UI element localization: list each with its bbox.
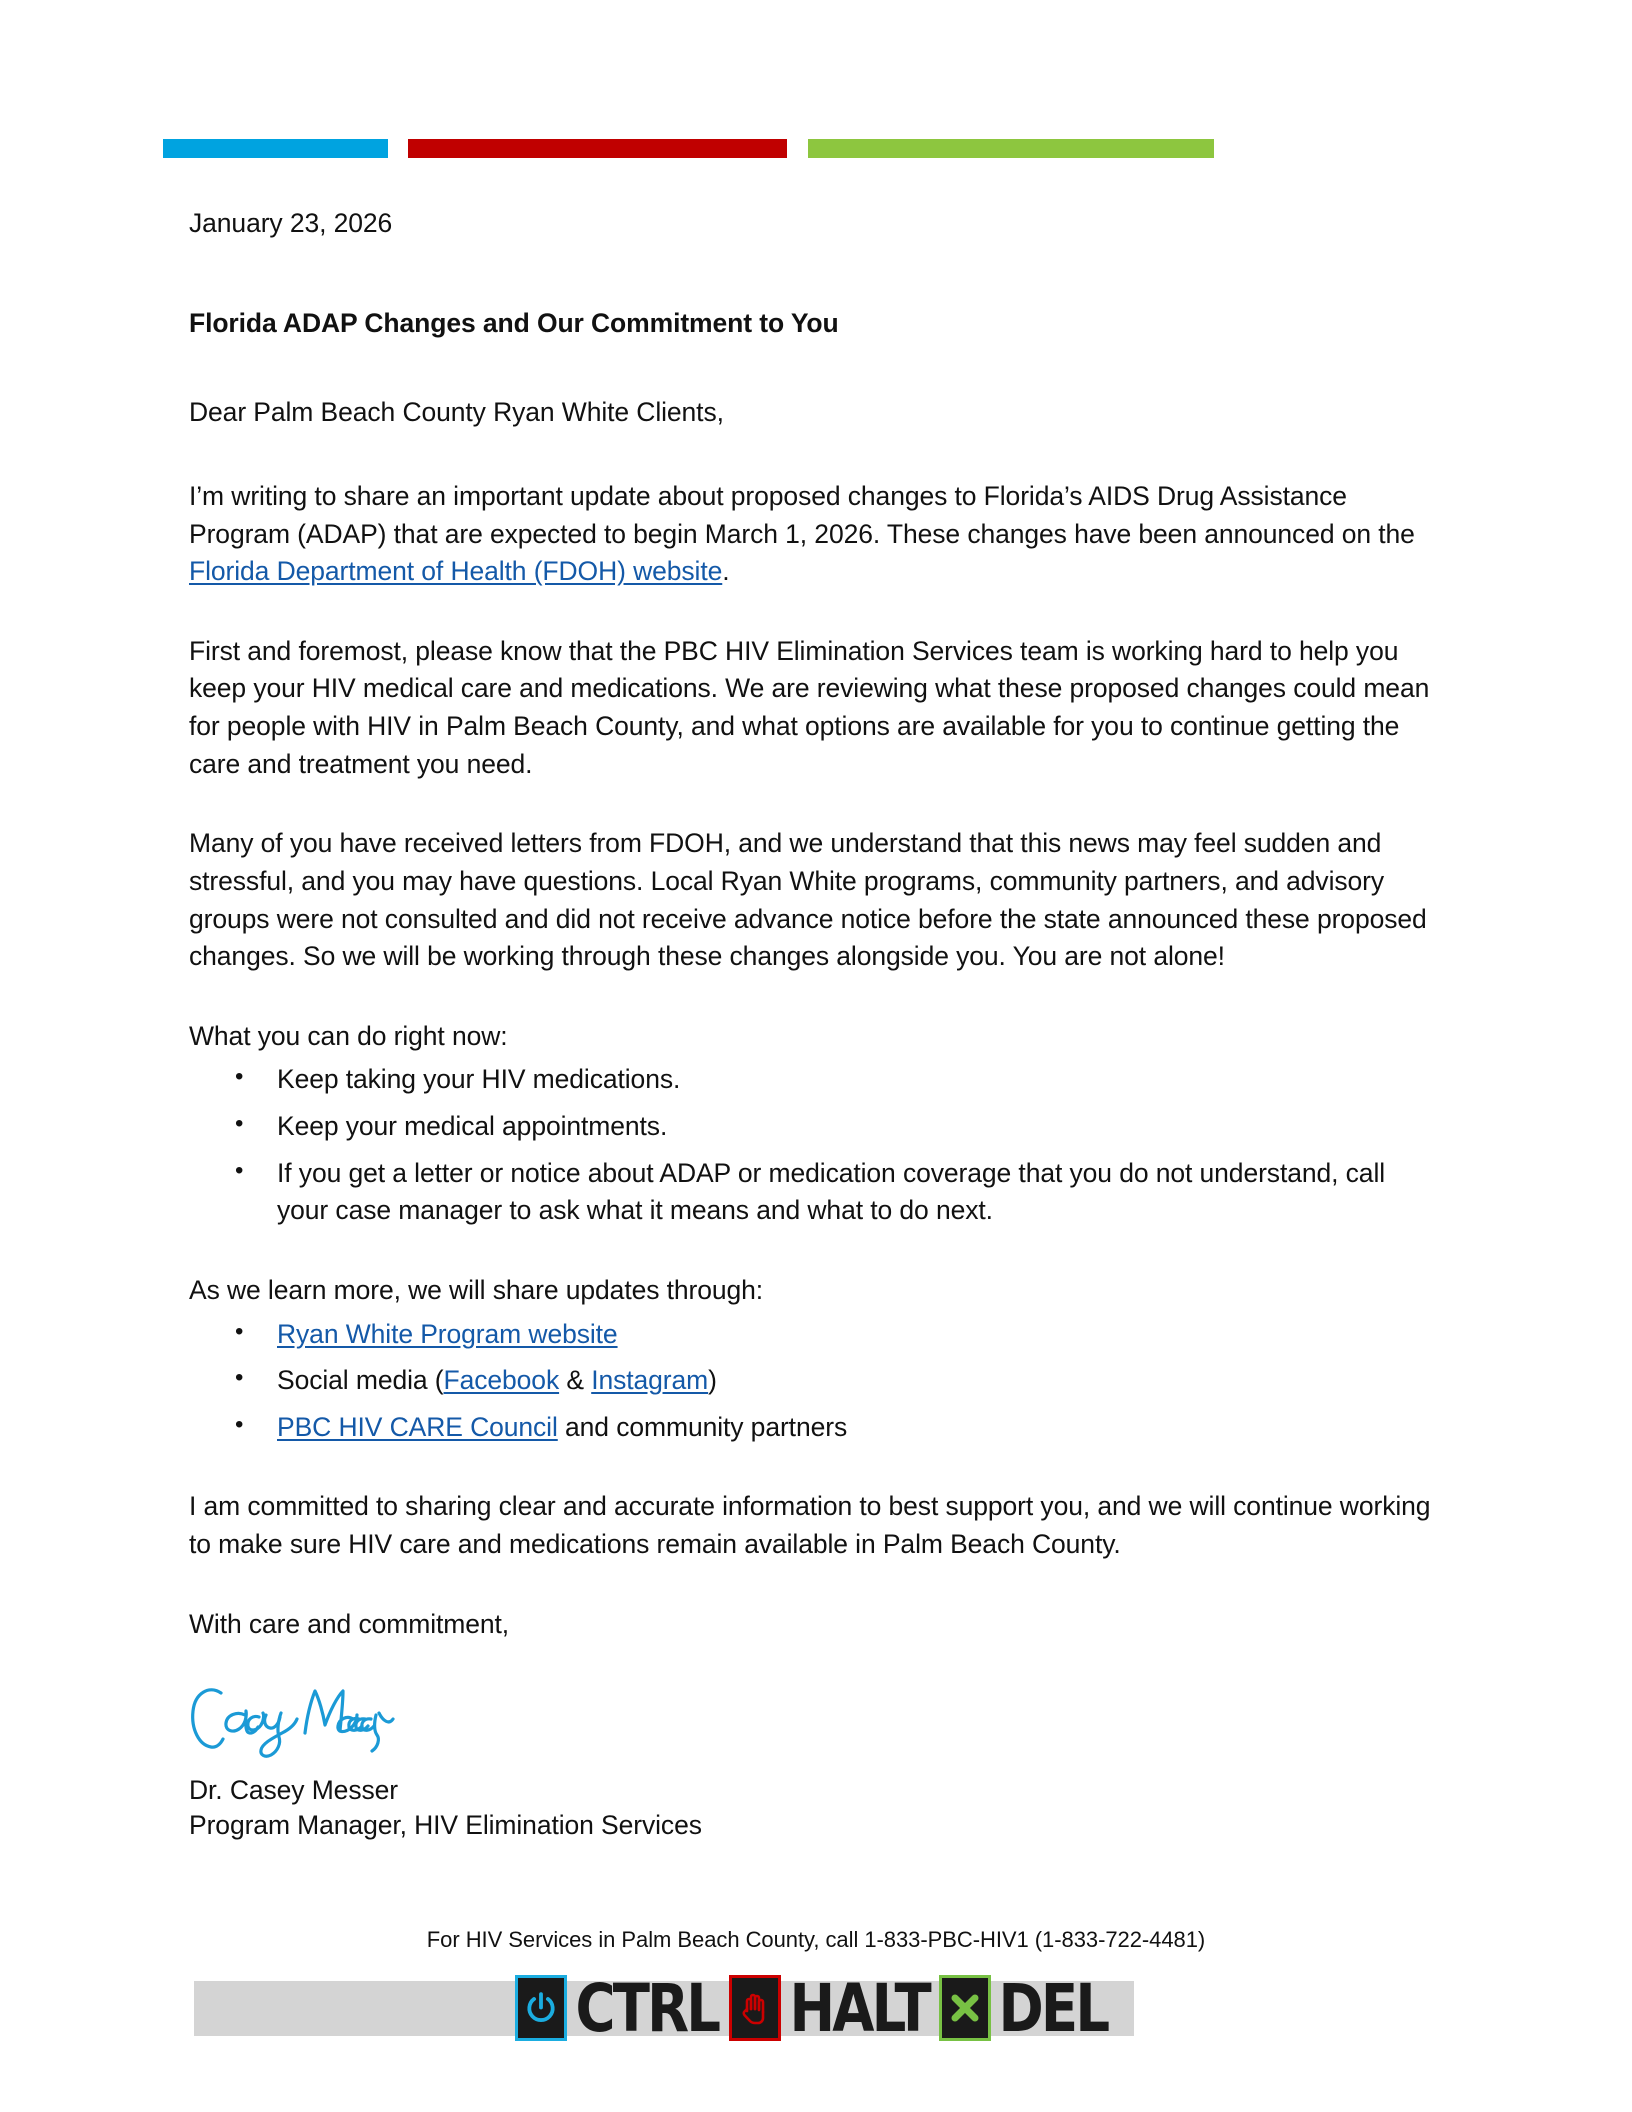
header-bar-blue xyxy=(163,139,388,158)
updates-heading: As we learn more, we will share updates through: xyxy=(189,1274,764,1305)
logo-word-halt: HALT xyxy=(789,1969,929,2047)
list-item xyxy=(277,1409,1439,1447)
care-council-suffix: and community partners xyxy=(557,1411,848,1442)
list-item: • If you get a letter or notice about ADAP or medication coverage that you do not understand, call your case manager to ask what it means and what to do next. xyxy=(277,1155,1439,1230)
signature-image xyxy=(183,1669,433,1769)
signer-name: Dr. Casey Messer xyxy=(189,1775,398,1806)
social-media-suffix: ) xyxy=(708,1365,717,1396)
footer-gray-band xyxy=(194,1981,1134,2036)
letter-body xyxy=(189,205,1439,1842)
instagram-link[interactable]: Instagram xyxy=(591,1365,709,1396)
paragraph-1-text-after: . xyxy=(722,556,730,587)
letter-salutation: Dear Palm Beach County Ryan White Clients, xyxy=(189,397,724,428)
letter-closing: With care and commitment, xyxy=(189,1608,510,1639)
updates-list xyxy=(189,1316,1439,1447)
header-bar-gap-2 xyxy=(787,139,808,158)
signature xyxy=(189,1669,1439,1773)
list-item xyxy=(277,1362,1439,1400)
social-media-separator: & xyxy=(559,1365,592,1396)
social-media-prefix: Social media ( xyxy=(277,1365,444,1396)
pbc-hiv-care-council-link[interactable]: PBC HIV CARE Council xyxy=(277,1411,558,1442)
header-bar-gap-1 xyxy=(388,139,408,158)
actions-list xyxy=(189,1061,1439,1230)
signer-title: Program Manager, HIV Elimination Services xyxy=(189,1809,702,1840)
header-bar-green xyxy=(808,139,1214,158)
list-item: • Keep your medical appointments. xyxy=(277,1108,1439,1146)
actions-heading: What you can do right now: xyxy=(189,1020,508,1051)
letter-subject: Florida ADAP Changes and Our Commitment to You xyxy=(189,307,839,338)
facebook-link[interactable]: Facebook xyxy=(443,1365,560,1396)
logo-word-ctrl: CTRL xyxy=(575,1969,719,2047)
footer-phone-line: For HIV Services in Palm Beach County, call 1-833-PBC-HIV1 (1-833-722-4481) xyxy=(426,1927,1206,1952)
list-item xyxy=(277,1316,1439,1354)
logo-word-del: DEL xyxy=(998,1969,1108,2047)
paragraph-1-text-before: I’m writing to share an important update about proposed changes to Florida’s AIDS Drug Assistance Program (ADAP) that are expected to begin March 1, 2026. These changes have been announced on the xyxy=(189,480,1415,549)
header-color-bars xyxy=(163,139,1443,158)
paragraph-2: First and foremost, please know that the PBC HIV Elimination Services team is working hard to help you keep your HIV medical care and medications. We are reviewing what these proposed changes could mean for people with HIV in Palm Beach County, and what options are available for you to continue getting the care and treatment you need. xyxy=(189,635,1430,779)
letter-date: January 23, 2026 xyxy=(189,208,393,238)
list-item: • Keep taking your HIV medications. xyxy=(277,1061,1439,1099)
header-bar-red xyxy=(408,139,787,158)
ryan-white-program-website-link[interactable]: Ryan White Program website xyxy=(277,1318,618,1349)
paragraph-1 xyxy=(189,478,1439,591)
fdoh-website-link[interactable]: Florida Department of Health (FDOH) website xyxy=(189,556,723,587)
paragraph-4: I am committed to sharing clear and accurate information to best support you, and we will continue working to make sure HIV care and medications remain available in Palm Beach County. xyxy=(189,1491,1431,1559)
paragraph-3: Many of you have received letters from FDOH, and we understand that this news may feel sudden and stressful, and you may have questions. Local Ryan White programs, community partners, and advisory groups were not consulted and did not receive advance notice before the state announced these proposed changes. So we will be working through these changes alongside you. You are not alone! xyxy=(189,828,1427,972)
